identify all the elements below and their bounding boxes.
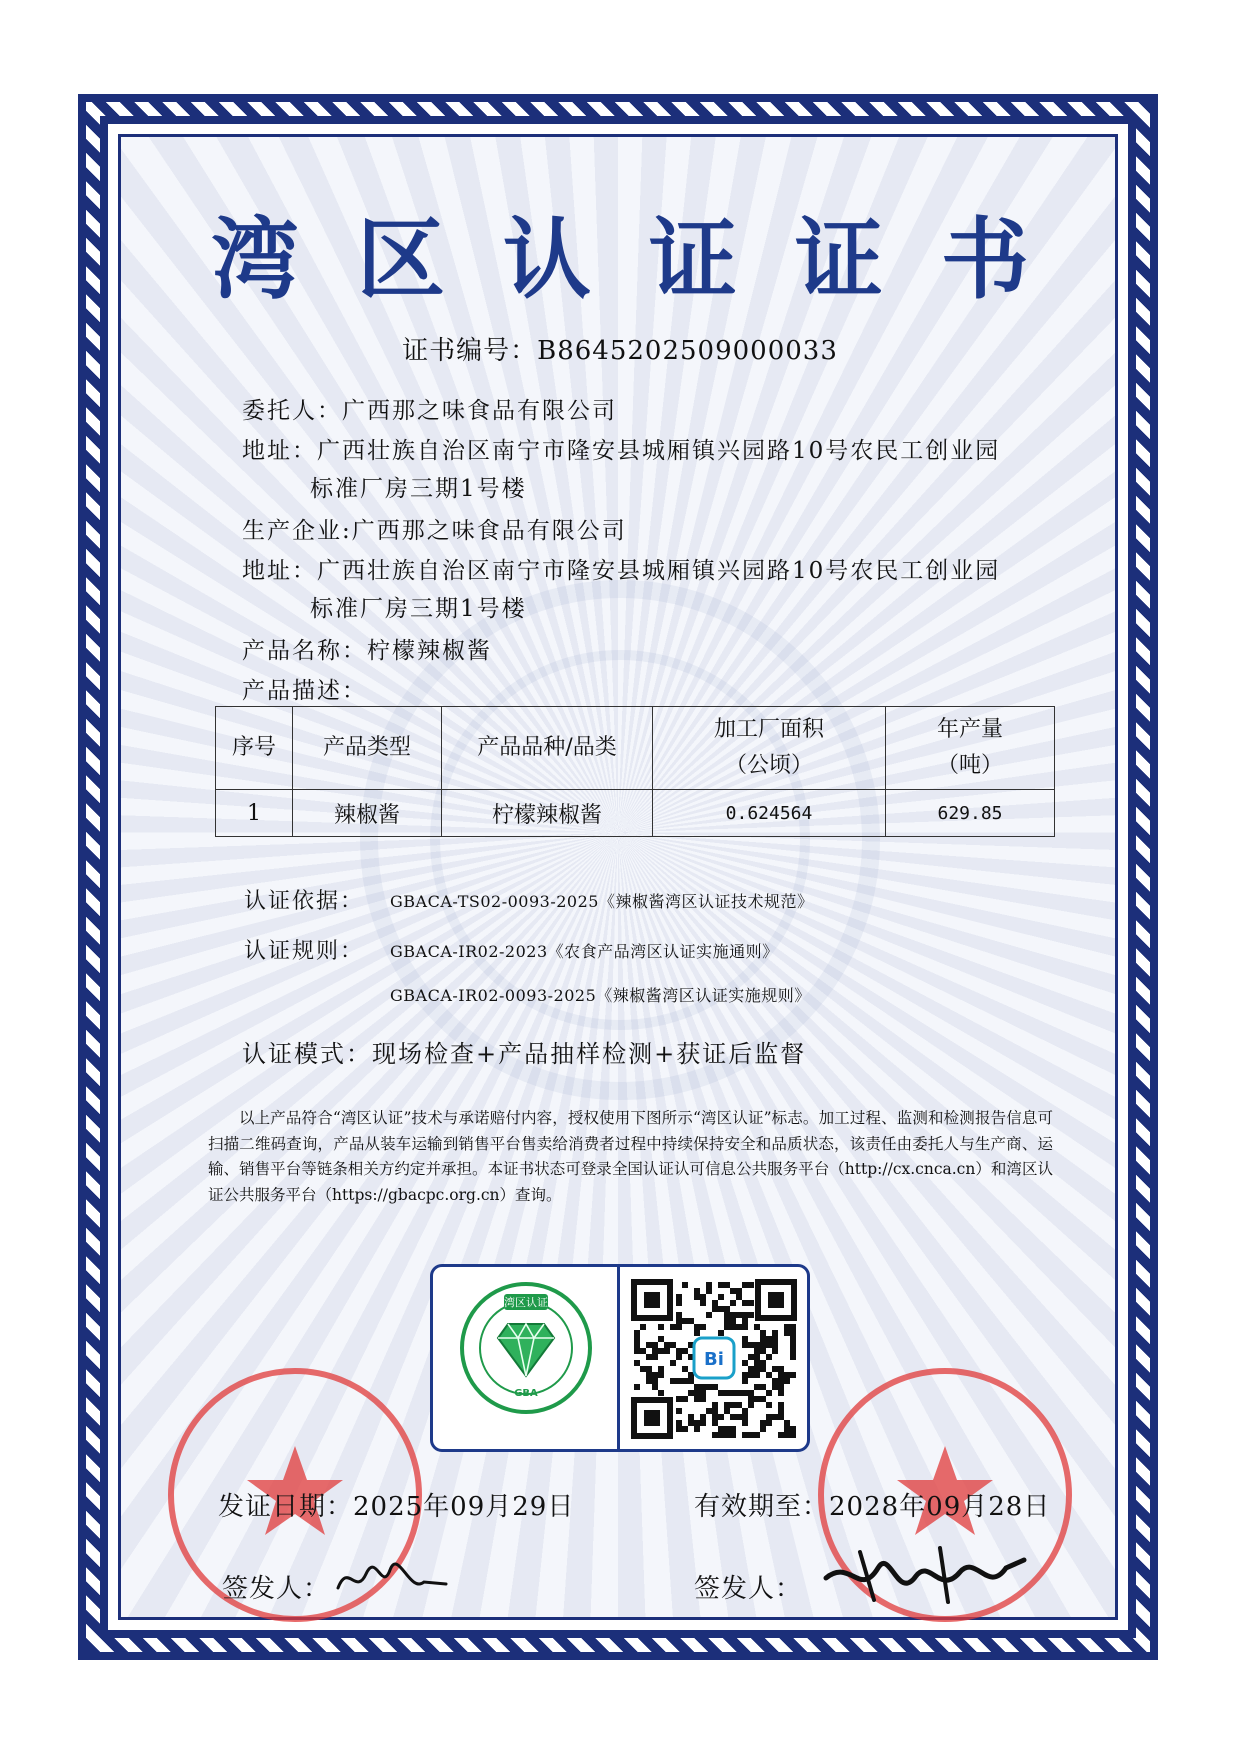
signer-label-left: 签发人： [222,1574,331,1604]
valid-until-date: 有效期至：2028年09月28日 [694,1492,1051,1522]
producer-field: 生产企业:广西那之味食品有限公司 [242,518,627,544]
producer-address: 地址：广西壮族自治区南宁市隆安县城厢镇兴园路10号农民工创业园 [242,558,1001,584]
header-area-line2: （公顷） [724,753,813,778]
certificate-title: 湾区认证证书 [210,207,1087,311]
rules-value-2: GBACA-IR02-0093-2025《辣椒酱湾区认证实施规则》 [390,986,811,1005]
cell-output: 629.85 [886,790,1055,837]
certification-mode: 认证模式：现场检查+产品抽样检测+获证后监督 [242,1040,807,1068]
logo-top-text: 湾区认证 [504,1296,548,1309]
cell-area: 0.624564 [653,790,886,837]
logo-divider [617,1267,620,1449]
basis-label: 认证依据： [244,889,365,914]
qr-code-icon [630,1278,798,1440]
rules-value-1: GBACA-IR02-2023《农食产品湾区认证实施通则》 [390,942,779,961]
header-type: 产品类型 [293,707,442,790]
table-header-row [216,707,1055,790]
statement-paragraph: 以上产品符合“湾区认证”技术与承诺赔付内容，授权使用下图所示“湾区认证”标志。加工过程、监测和检测报告信息可扫描二维码查询，产品从装车运输到销售平台售卖给消费者过程中持续保持安全和品质状态，该责任由委托人与生产商、运输、销售平台等链条相关方约定并承担。本证书状态可登录全国认证认可信息公共服务平台（http://cx.cnca.cn）和湾区认证公共服务平台（https://gbacpc.org.cn）查询。 [208,1109,1053,1204]
left-signature [330,1552,450,1602]
gba-certification-logo [458,1280,594,1416]
header-output-line2: （吨） [936,753,1003,778]
client-address: 地址：广西壮族自治区南宁市隆安县城厢镇兴园路10号农民工创业园 [242,438,1001,464]
header-area-line1: 加工厂面积 [713,717,824,742]
header-no: 序号 [216,707,293,790]
cell-no: 1 [216,790,293,837]
client-field: 委托人：广西那之味食品有限公司 [242,398,617,424]
table-row [216,790,1055,837]
product-name: 产品名称：柠檬辣椒酱 [242,638,492,664]
logo-bottom-text: GBA [514,1388,538,1399]
client-address-cont: 标准厂房三期1号楼 [310,476,527,502]
rules-label: 认证规则： [244,939,365,964]
cell-variety: 柠檬辣椒酱 [442,790,653,837]
right-signature [820,1538,1030,1610]
header-output-line1: 年产量 [936,717,1003,742]
cell-type: 辣椒酱 [293,790,442,837]
qr-badge-text: Bi [704,1349,724,1370]
header-area [653,707,886,790]
product-desc-label: 产品描述： [242,678,367,704]
header-variety: 产品品种/品类 [442,707,653,790]
product-table [215,706,1055,837]
producer-address-cont: 标准厂房三期1号楼 [310,596,527,622]
issue-date: 发证日期：2025年09月29日 [218,1492,575,1522]
certificate-number: 证书编号：B8645202509000033 [402,336,838,366]
signer-label-right: 签发人： [694,1574,803,1604]
basis-value: GBACA-TS02-0093-2025《辣椒酱湾区认证技术规范》 [390,892,814,911]
header-output [886,707,1055,790]
